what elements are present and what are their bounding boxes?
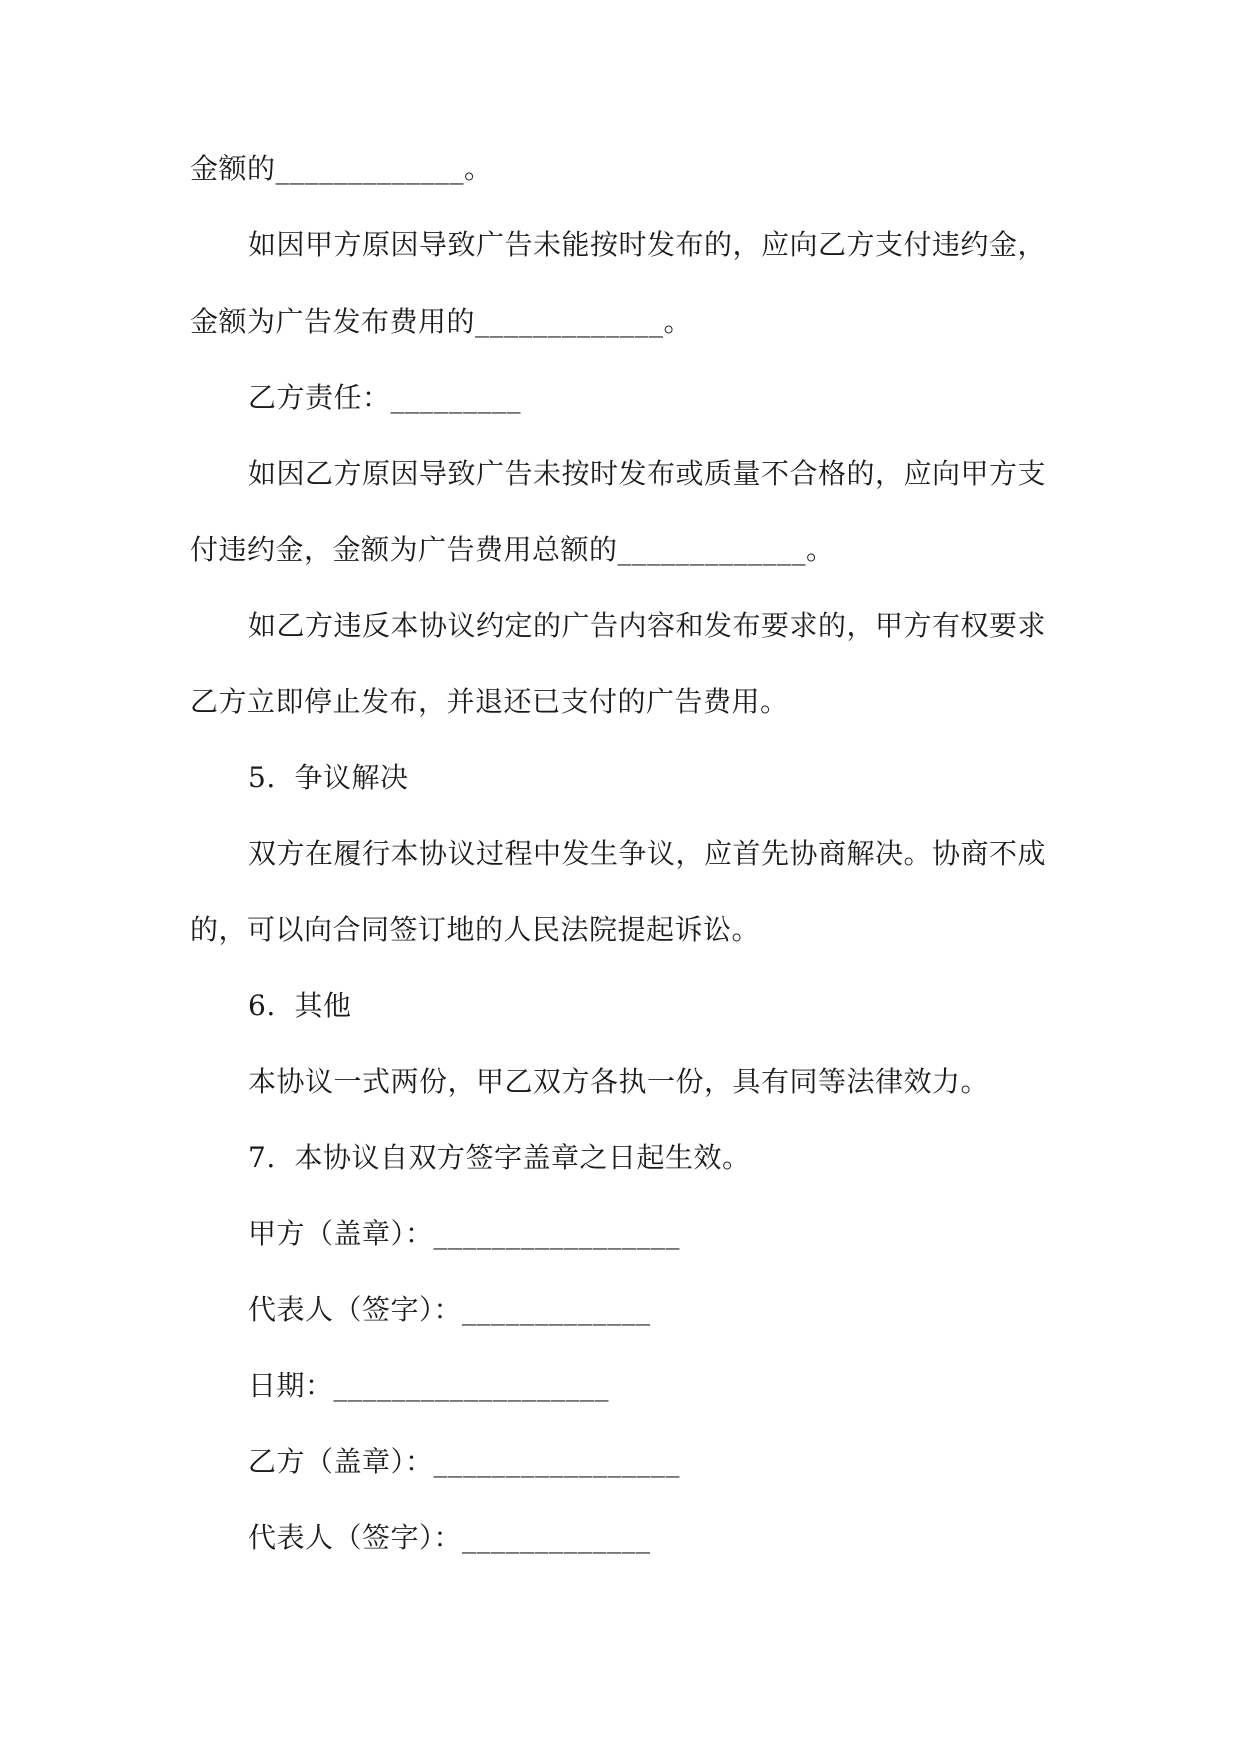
signature-party-b-representative: 代表人（签字）：_____________ xyxy=(248,1521,651,1554)
text-line-effective: 7. 本协议自双方签字盖章之日起生效。 xyxy=(248,1141,751,1174)
text-line-party-a-liability-cont: 金额为广告发布费用的_____________。 xyxy=(190,305,693,338)
text-line-party-b-responsibility: 乙方责任：_________ xyxy=(248,381,522,414)
signature-date: 日期：___________________ xyxy=(248,1369,610,1402)
text-line-party-b-violation-cont: 乙方立即停止发布，并退还已支付的广告费用。 xyxy=(190,685,789,718)
signature-party-a-seal: 甲方（盖章）：_________________ xyxy=(248,1217,681,1250)
section-heading-dispute: 5. 争议解决 xyxy=(248,761,409,794)
text-line-amount-blank: 金额的_____________。 xyxy=(190,152,493,185)
text-line-party-a-liability: 如因甲方原因导致广告未能按时发布的，应向乙方支付违约金， xyxy=(248,228,1047,261)
text-line-dispute: 双方在履行本协议过程中发生争议，应首先协商解决。协商不成 xyxy=(248,837,1047,870)
text-line-copies: 本协议一式两份，甲乙双方各执一份，具有同等法律效力。 xyxy=(248,1065,990,1098)
text-line-party-b-liability-cont: 付违约金，金额为广告费用总额的_____________。 xyxy=(190,533,835,566)
text-line-party-b-liability: 如因乙方原因导致广告未按时发布或质量不合格的，应向甲方支 xyxy=(248,457,1047,490)
signature-party-a-representative: 代表人（签字）：_____________ xyxy=(248,1293,651,1326)
signature-party-b-seal: 乙方（盖章）：_________________ xyxy=(248,1445,681,1478)
text-line-party-b-violation: 如乙方违反本协议约定的广告内容和发布要求的，甲方有权要求 xyxy=(248,609,1047,642)
text-line-dispute-cont: 的，可以向合同签订地的人民法院提起诉讼。 xyxy=(190,913,761,946)
section-heading-other: 6. 其他 xyxy=(248,989,352,1022)
